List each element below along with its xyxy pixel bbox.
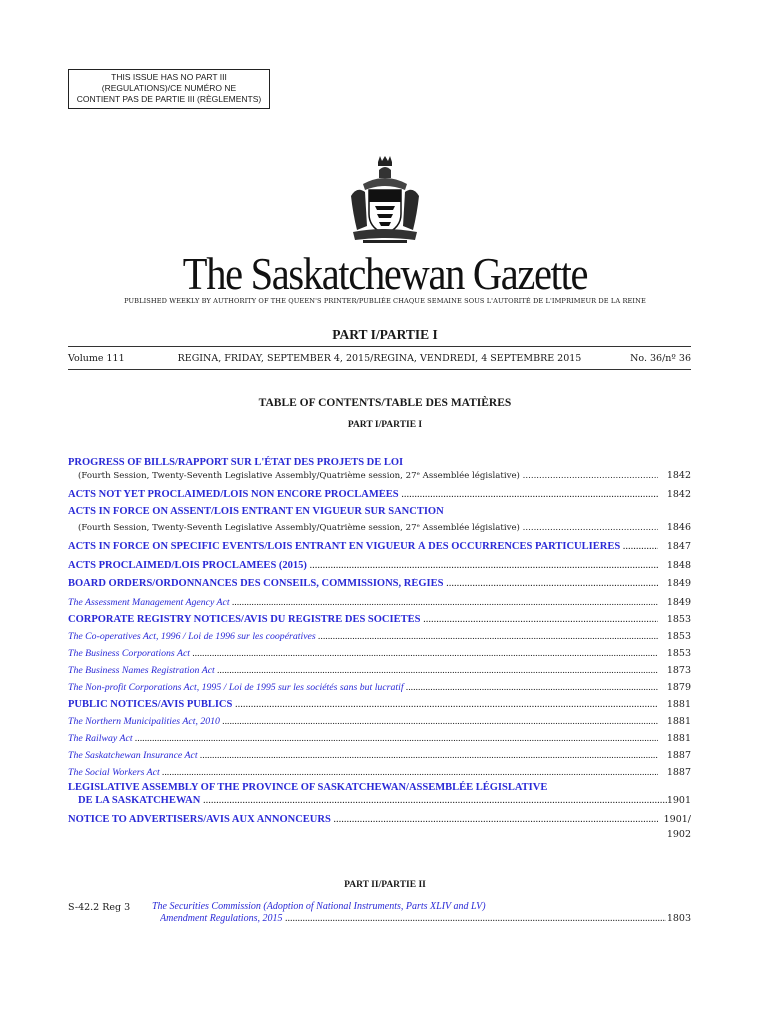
toc-page-number: 1842 [666,489,691,500]
toc-section-entry[interactable] [68,814,691,827]
toc-entry-text: The Social Workers Act ..... [68,767,658,779]
toc-act-entry[interactable] [68,665,691,678]
toc-act-entry[interactable] [68,648,691,661]
no-part-iii-notice [68,69,270,109]
coat-of-arms-icon [349,156,421,244]
notice-line: THIS ISSUE HAS NO PART III [111,72,227,82]
toc-entry-text: The Co-operatives Act, 1996 / Loi de 1996 sur les coopératives ..... [68,631,658,643]
part2-label: PART II/PARTIE II [344,880,426,890]
gazette-subtitle: PUBLISHED WEEKLY BY AUTHORITY OF THE QUEEN'S PRINTER/PUBLIÉE CHAQUE SEMAINE SOUS L'AUTORITÉ DE L'IMPRIMEUR DE LA REINE [124,297,646,305]
toc-section-heading[interactable]: PROGRESS OF BILLS/RAPPORT SUR L'ÉTAT DES PROJETS DE LOI [68,457,404,468]
gazette-title: The Saskatchewan Gazette [182,248,588,299]
toc-page-number: 1881 [666,716,691,727]
toc-section-entry[interactable] [68,578,691,591]
toc-entry-text: CORPORATE REGISTRY NOTICES/AVIS DU REGISTRE DES SOCIÉTÉS ..... [68,614,658,626]
toc-page-number: 1873 [666,665,691,676]
toc-page-number: 1881 [666,733,691,744]
toc-act-entry[interactable] [68,733,691,746]
toc-section-entry[interactable] [68,795,691,808]
volume-label: Volume 111 [68,353,125,364]
issue-line [68,353,691,367]
toc-page-number: 1848 [666,560,691,571]
issue-number: No. 36/nº 36 [630,353,691,364]
regulation-title-text: Amendment Regulations, 2015 [160,913,283,924]
toc-page-number: 1846 [666,522,691,533]
toc-entry-text: DE LA SASKATCHEWAN ..... [68,795,668,807]
notice-line: (REGULATIONS)/CE NUMÉRO NE [101,83,237,93]
toc-act-entry[interactable] [68,631,691,644]
toc-part-label: PART I/PARTIE I [347,420,423,430]
toc-page-number: 1901/ [663,814,691,825]
toc-entry-text: ACTS IN FORCE ON SPECIFIC EVENTS/LOIS ENTRANT EN VIGUEUR À DES OCCURRENCES PARTICULIÈRES ..... [68,541,658,553]
toc-act-entry[interactable] [68,716,691,729]
toc-page-number: 1879 [666,682,691,693]
toc-section-heading[interactable]: ACTS IN FORCE ON ASSENT/LOIS ENTRANT EN VIGUEUR SUR SANCTION [68,506,444,517]
toc-section-heading[interactable]: LEGISLATIVE ASSEMBLY OF THE PROVINCE OF SASKATCHEWAN/ASSEMBLÉE LÉGISLATIVE [68,782,548,793]
toc-entry-text: The Railway Act ..... [68,733,658,745]
toc-page-number: 1901 [666,795,691,806]
toc-section-entry[interactable] [68,560,691,573]
toc-page-number: 1849 [666,597,691,608]
toc-section-entry[interactable] [68,614,691,627]
toc-page-number: 1902 [666,829,691,840]
toc-page-number: 1847 [666,541,691,552]
toc-entry-text: ACTS NOT YET PROCLAIMED/LOIS NON ENCORE PROCLAMÉES ..... [68,489,658,501]
toc-act-entry[interactable] [68,767,691,780]
toc-page-number: 1853 [666,648,691,659]
toc-title: TABLE OF CONTENTS/TABLE DES MATIÈRES [258,397,512,409]
toc-entry-text: The Business Names Registration Act ..... [68,665,658,677]
toc-section-entry[interactable] [68,541,691,554]
toc-act-entry[interactable] [68,750,691,763]
toc-page-number: 1887 [666,750,691,761]
toc-entry-text: (Fourth Session, Twenty-Seventh Legislative Assembly/Quatrième session, 27ᵉ Assemblée législative) ..... [68,522,658,534]
toc-page-number: 1881 [666,699,691,710]
divider [68,369,691,370]
toc-entry-text: The Saskatchewan Insurance Act ..... [68,750,658,762]
toc-entry-text: The Assessment Management Agency Act ..... [68,597,658,609]
notice-line: CONTIENT PAS DE PARTIE III (RÈGLEMENTS) [76,94,262,104]
toc-section-entry[interactable] [68,699,691,712]
toc-entry-text: The Non-profit Corporations Act, 1995 / Loi de 1995 sur les sociétés sans but lucratif ..... [68,682,658,694]
toc-page-number: 1842 [666,470,691,481]
divider [68,346,691,347]
toc-session-entry[interactable] [68,522,691,535]
toc-act-entry[interactable] [68,682,691,695]
toc-entry-text: The Northern Municipalities Act, 2010 ..... [68,716,658,728]
toc-entry-text: NOTICE TO ADVERTISERS/AVIS AUX ANNONCEURS ..... [68,814,658,826]
toc-page-number: 1853 [666,614,691,625]
toc-entry-text: BOARD ORDERS/ORDONNANCES DES CONSEILS, COMMISSIONS, RÉGIES ..... [68,578,658,590]
toc-act-entry[interactable] [68,597,691,610]
regulation-title-line1[interactable]: The Securities Commission (Adoption of National Instruments, Parts XLIV and LV) [152,901,486,912]
toc-entry-text: ACTS PROCLAIMED/LOIS PROCLAMÉES (2015) ..... [68,560,658,572]
toc-page-number: 1887 [666,767,691,778]
toc-session-entry[interactable] [68,470,691,483]
dateline: REGINA, FRIDAY, SEPTEMBER 4, 2015/REGINA, VENDREDI, 4 SEPTEMBRE 2015 [177,353,582,364]
toc-section-entry[interactable] [68,489,691,502]
toc-page-number: 1853 [666,631,691,642]
regulation-code: S-42.2 Reg 3 [68,902,131,913]
regulation-page: 1803 [666,913,691,924]
toc-entry-text: The Business Corporations Act ..... [68,648,658,660]
toc-entry-text: (Fourth Session, Twenty-Seventh Legislative Assembly/Quatrième session, 27ᵉ Assemblée législative) ..... [68,470,658,482]
part-heading: PART I/PARTIE I [332,327,438,342]
toc-page-number: 1849 [666,578,691,589]
regulation-title-line2[interactable] [160,913,666,924]
toc-entry-text: PUBLIC NOTICES/AVIS PUBLICS ..... [68,699,658,711]
